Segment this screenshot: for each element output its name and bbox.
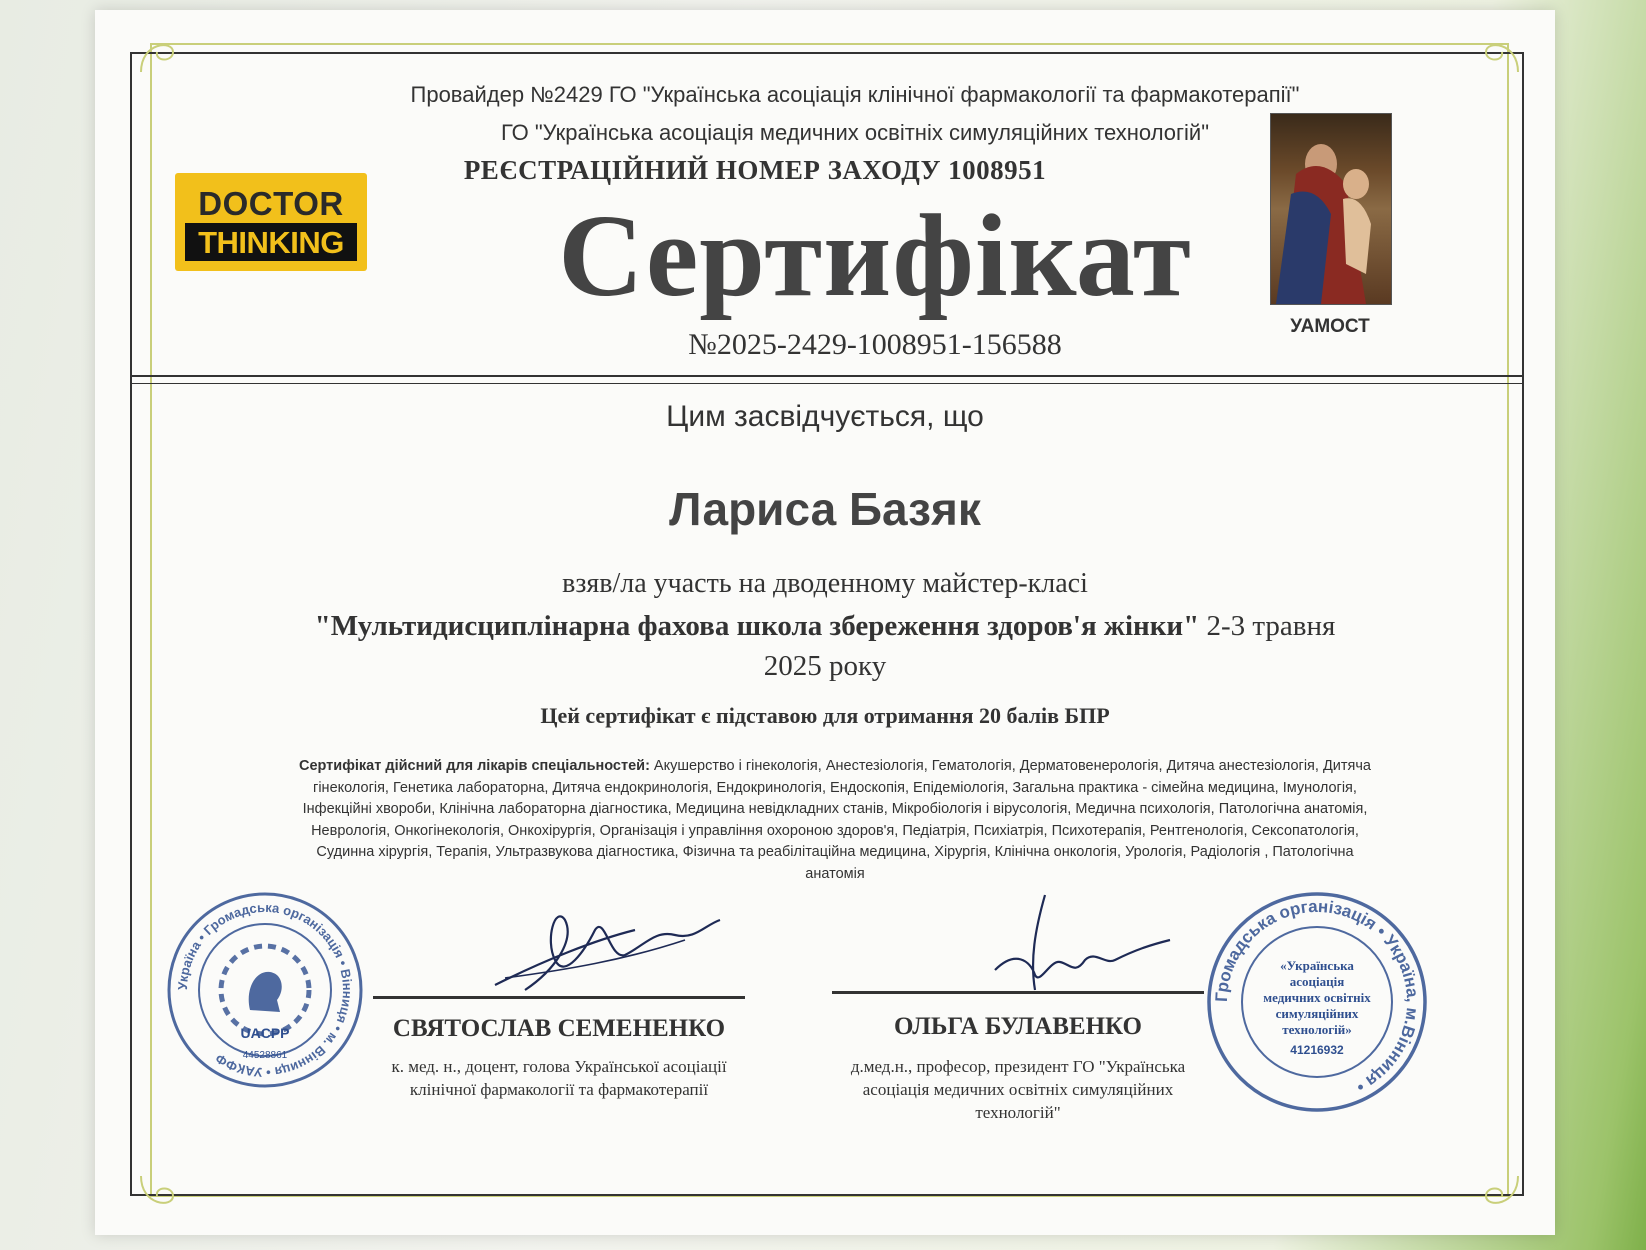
signature-left-icon [485,900,725,1000]
signature-line-right [832,991,1204,994]
svg-text:Україна • Громадська організац: Україна • Громадська організація • Вінниця • м. Вінниця • УАКФФ [174,899,356,1081]
svg-text:медичних освітніх: медичних освітніх [1263,990,1371,1005]
registration-number: РЕЄСТРАЦІЙНИЙ НОМЕР ЗАХОДУ 1008951 [463,155,1047,185]
provider-line-1: Провайдер №2429 ГО "Українська асоціація клінічної фармакології та фармакотерапії" [410,82,1300,107]
signatory-2-title: д.мед.н., професор, президент ГО "Українська асоціація медичних освітніх симуляційних технологій" [850,1057,1186,1122]
signature-right-icon [975,890,1175,1000]
certificate-number: №2025-2429-1008951-156588 [688,328,1062,361]
course-dates: 2-3 травня 2025 року [763,610,1336,682]
course-description [295,606,1355,686]
corner-ornament-icon [1480,1170,1526,1216]
left-organization-stamp-icon [165,890,365,1090]
attest-text: Цим засвідчується, що [666,400,984,433]
specialties-label: Сертифікат дійсний для лікарів спеціальностей: [298,758,650,774]
header-divider [130,375,1524,384]
cpd-points-text: Цей сертифікат є підставою для отримання 20 балів БПР [540,703,1110,728]
svg-text:44528861: 44528861 [242,1050,288,1061]
signatory-1-name: СВЯТОСЛАВ СЕМЕНЕНКО [392,1015,726,1042]
svg-text:Громадська організація • Украї: Громадська організація • Україна, м.Вінниця • [1211,896,1423,1097]
logo-line-2: THINKING [198,225,344,260]
signatory-2-name: ОЛЬГА БУЛАВЕНКО [894,1013,1142,1040]
signature-line-left [373,996,745,999]
specialties-text: Акушерство і гінекологія, Анестезіологія, Гематологія, Дерматовенерологія, Дитяча анестезіологія, Дитяча гінекологія, Генетика лабораторна, Дитяча ендокринологія, Ендокринологія, Ендоскопія, Епідеміологія, Загальна практика - сімейна медицина, Імунологія, Інфекційні хвороби, Клінічна лабораторна діагностика, Медицина невідкладних станів, Мікробіологія і вірусологія, Медична психологія, Патологічна анатомія, Неврологія, Онкогінекологія, Онкохірургія, Організація і управління охороною здоров'я, Педіатрія, Психіатрія, Психотерапія, Рентгенологія, Сексопатологія, Судинна хірургія, Терапія, Ультразвукова діагностика, Фізична та реабілітаційна медицина, Хірургія, Клінічна онкологія, Урологія, Радіологія , Патологічна анатомія [302,758,1371,882]
participation-text: взяв/ла участь на дводенному майстер-класі [562,568,1088,599]
svg-text:41216932: 41216932 [1290,1043,1344,1057]
madonna-painting-image [1270,113,1392,305]
logo-line-1: DOCTOR [198,185,344,222]
svg-text:технологій»: технологій» [1282,1022,1352,1037]
certificate-title: Сертифікат [558,190,1192,321]
doctor-thinking-logo [175,173,367,271]
specialties-list [295,756,1375,885]
signatory-1-title: к. мед. н., доцент, голова Української асоціації клінічної фармакології та фармакотерапії [391,1057,727,1099]
corner-ornament-icon [133,32,179,78]
svg-text:асоціація: асоціація [1289,974,1345,989]
svg-text:симуляційних: симуляційних [1275,1006,1359,1021]
provider-line-2: ГО "Українська асоціація медичних освітніх симуляційних технологій" [500,120,1210,145]
course-name: "Мультидисциплінарна фахова школа збереження здоров'я жінки" [314,610,1200,642]
corner-ornament-icon [1480,32,1526,78]
right-organization-stamp-icon [1205,890,1430,1115]
certificate-paper [95,10,1555,1235]
svg-text:«Українська: «Українська [1280,958,1354,973]
corner-ornament-icon [133,1170,179,1216]
svg-text:UACPP: UACPP [240,1025,290,1041]
emblem-caption: УАМОСТ [1290,316,1370,337]
recipient-name: Лариса Базяк [669,483,981,535]
